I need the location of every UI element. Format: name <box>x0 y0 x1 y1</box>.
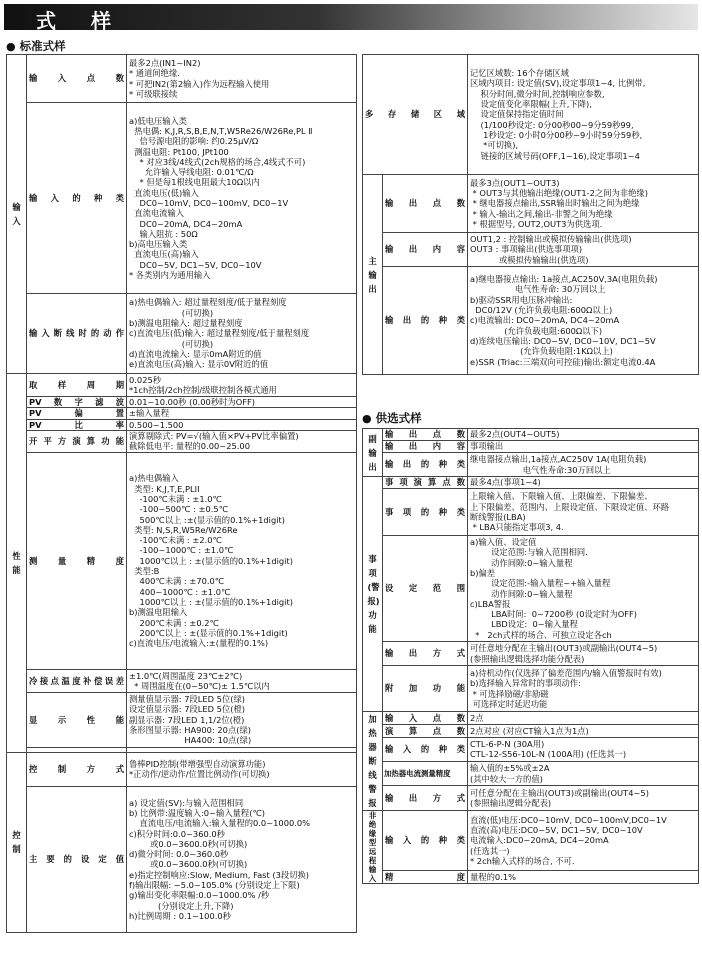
table-row: 加热器断线警报 输入点数 2点 <box>363 712 699 725</box>
table-row: 控制 控制方式 鲁棒PID控制(带增强型自动演算功能) *正动作/逆动作/位置比例动作(可切换) <box>7 752 357 786</box>
category-heater-break: 加热器断线警报 <box>363 712 383 811</box>
table-row: 显示性能 测量值显示器: 7段LED 5位(绿) 设定值显示器: 7段LED 5位(橙) 副显示器: 7段LED 1,1/2位(橙) 条形图显示器: HA900: 20点(绿) HA400: 10点(绿) <box>7 692 357 747</box>
table-row: 主要的设定值 a) 设定值(SV):与输入范围相同 b) 比例带:温度输入:0~输入量程(℃) 直流电压/电流输入:输入量程的0.0~1000.0% c)积分时间:0.0~360.0秒 或0.0~3600.0秒(可切换) d)微分时间: 0.0~360.0秒 或0.0~3600.0秒(可切换) e)指定控制响应:Slow, Medium, Fast (3段切换) f)输出限幅: −5.0~105.0% (分别设定上下限) g)输出变化率限幅:0.0~1000.0% /秒 (分别设定上升,下降) h)比例周期 : 0.1~100.0秒 <box>7 786 357 932</box>
table-row: 输入的种类 CTL-6-P-N (30A用) CTL-12-S56-10L-N (100A用) (任选其一) <box>363 737 699 761</box>
table-row: 开平方演算功能 演算剔除式: PV=√(输入值×PV+PV比率偏置) 截除低电平: 量程的0.00~25.00 <box>7 430 357 452</box>
table-row: 冷接点温度补偿误差 ±1.0℃(周围温度 23℃±2℃) * 周围温度在(0~50℃)± 1.5℃以内 <box>7 669 357 692</box>
table-row: 事项的种类 上限输入值、下限输入值、上限偏差、下限偏差、 上下限偏差、范围内、上限设定值、下限设定值、环路 断线警报(LBA) * LBA只能指定事项3, 4. <box>363 489 699 536</box>
category-sub-output: 副输出 <box>363 429 383 477</box>
optional-spec-table <box>362 428 699 884</box>
standard-spec-table-right <box>362 54 699 375</box>
table-row: 精度 量程的0.1% <box>363 870 699 883</box>
category-input: 输入 <box>7 55 27 374</box>
table-row: 输入 输入点数 最多2点(IN1~IN2) * 通道间绝缘. * 可把IN2(第2输入)作为远程输入使用 * 可级联接续 <box>7 55 357 103</box>
table-row: 多存储区域 记忆区域数: 16个存储区域 区域内项目: 设定值(SV),设定事项1~4, 比例带, 积分时间,微分时间,控制响应参数, 设定值变化率限幅(上升,下降), 设定值保持指定值时间 (1/100秒设定: 0分00秒00~9分59秒99, 1秒设定: 0小时0分00秒~9小时59分59秒, *可切换), 链接的区域号码(OFF,1~16),设定事项1~4 <box>363 55 699 175</box>
table-row: 副输出 输出点数 最多2点(OUT4~OUT5) <box>363 429 699 441</box>
category-main-output: 主输出 <box>363 175 383 375</box>
table-row: 输入断线时的动作 a)热电偶输入: 超过量程刻度/低于量程刻度 (可切换) b)测温电阻输入: 超过量程刻度 c)直流电压(低)输入: 超过量程刻度/低于量程刻度 (可切换) d)直流电流输入: 显示0mA附近的值 e)直流电压(高)输入: 显示0V附近的值 <box>7 294 357 374</box>
page-title: 式 样 <box>36 9 125 33</box>
table-row: 加热器电流测量精度 输入值的±5%或±2A (其中较大一方的值) <box>363 762 699 786</box>
bullet-icon: ● <box>362 412 372 425</box>
table-row: 输出方式 可任意地分配在主输出(OUT3)或副输出(OUT4~5) (参照输出逻辑选择功能分配表) <box>363 642 699 666</box>
table-row: 输出方式 可任意分配在主输出(OUT3)或副输出(OUT4~5) (参照输出逻辑分配表) <box>363 786 699 811</box>
bullet-icon: ● <box>6 40 16 53</box>
table-row: 输出的种类 继电器接点输出,1a接点,AC250V 1A(电阻负载) 电气性寿命:30万回以上 <box>363 453 699 477</box>
table-row: 事项(警报)功能 事项演算点数 最多4点(事项1~4) <box>363 477 699 489</box>
table-row: 主输出 输出点数 最多3点(OUT1~OUT3) * OUT3与其他输出绝缘(OUT1-2之间为非绝缘) * 继电器接点输出,SSR输出时输出之间为绝缘 * 输入-输出之间,输出-非警之间为绝缘 * 根据型号, OUT2,OUT3为供选项. <box>363 175 699 233</box>
title-banner <box>4 4 698 33</box>
table-row: 输出内容 OUT1,2 : 控制输出或模拟传输输出(供选项) OUT3 : 事项输出(供选事项项) 或模拟传输输出(供选项) <box>363 233 699 267</box>
category-remote-input: 非绝缘型远程输入 <box>363 811 383 884</box>
table-row: PV偏置 ±输入量程 <box>7 408 357 419</box>
category-event: 事项(警报)功能 <box>363 477 383 712</box>
category-performance: 性能 <box>7 374 27 753</box>
table-row: 输入的种类 a)低电压输入类 热电偶: K,J,R,S,B,E,N,T,W5Re26/W26Re,PL Ⅱ 信号源电阻的影响: 约0.25μV/Ω 测温电阻: Pt100, JPt100 * 对应3线/4线式(2ch规格的场合,4线式不可) 允许输入导线电阻: 0.01℃/Ω * 但是每1根线电阻最大10Ω以内 直流电压(低)输入 DC0~10mV, DC0~100mV, DC0~1V 直流电流输入 DC0~20mA, DC4~20mA 输入阻抗 : 50Ω b)高电压输入类 直流电压(高)输入 DC0~5V, DC1~5V, DC0~10V * 各类别内为通用输入 <box>7 103 357 294</box>
table-row: 测量精度 a)热电偶输入 类型: K,J,T,E,PLII -100℃未满 : ±1.0℃ -100~500℃ : ±0.5℃ 500℃以上 :±(显示值的0.1%+1digit) 类型: N,S,R,W5Re/W26Re -100℃未满 : ±2.0℃ -100~1000℃ : ±1.0℃ 1000℃以上 : ±(显示值的0.1%+1digit) 类型:B 400℃未满 : ±70.0℃ 400~1000℃ : ±1.0℃ 1000℃以上 : ±(显示值的0.1%+1digit) b)测温电阻输入 200℃未满 : ±0.2℃ 200℃以上 : ±(显示值的0.1%+1digit) c)直流电压/电流输入:±(量程的0.1%) <box>7 452 357 669</box>
table-row: 附加功能 a)待机动作(仅选择了偏差范围内/输入值警报时有效) b)选择输入异常时的事项动作: * 可选择励磁/非励磁 可选择定时延迟功能 <box>363 666 699 712</box>
table-row: 输出内容 事项输出 <box>363 441 699 453</box>
table-row: PV比率 0.500~1.500 <box>7 419 357 430</box>
section-heading-optional: ● 供选式样 <box>362 411 422 425</box>
standard-spec-table <box>6 54 357 933</box>
table-row: 非绝缘型远程输入 输入的种类 直流(低)电压:DC0~10mV, DC0~100mV,DC0~1V 直流(高)电压:DC0~5V, DC1~5V, DC0~10V 电流输入:DC0~20mA, DC4~20mA (任选其一) * 2ch输入式样的场合, 不可. <box>363 811 699 871</box>
table-row: 输出的种类 a)继电器接点输出: 1a接点,AC250V,3A(电阻负载) 电气性寿命: 30万回以上 b)驱动SSR用电压脉冲输出: DC0/12V (允许负载电阻:600Ω以上) c)电流输出: DC0~20mA, DC4~20mA (允许负载电阻:600Ω以下) d)连续电压输出: DC0~5V, DC0~10V, DC1~5V (允许负载电阻:1KΩ以上) e)SSR (Triac:三端双向可控硅)输出:额定电流0.4A <box>363 267 699 375</box>
table-row: PV数字滤波 0.01~10.00秒 (0.00秒时为OFF) <box>7 397 357 408</box>
section-heading-standard: ● 标准式样 <box>6 39 66 53</box>
table-row: 性能 取样周期 0.025秒 *1ch控制/2ch控制/级联控制各模式通用 <box>7 374 357 397</box>
table-row: 演算点数 2点对应 (对应CT输入1点为1点) <box>363 724 699 737</box>
table-row: 设定范围 a)输入值、设定值 设定范围:与输入范围相同. 动作间隙:0~输入量程 b)偏差 设定范围:-输入量程~+输入量程 动作间隙:0~输入量程 c)LBA警报 LBA时间: 0~7200秒 (0设定时为OFF) LBD设定: 0~输入量程 * 2ch式样的场合、可独立设定各ch <box>363 536 699 642</box>
category-control: 控制 <box>7 752 27 932</box>
